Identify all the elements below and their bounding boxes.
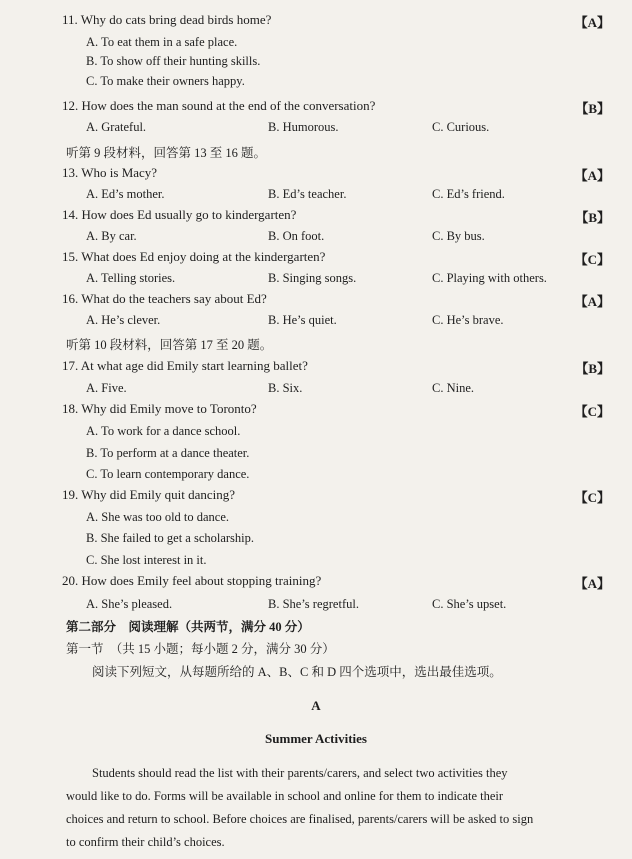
passage-paragraph: [66, 762, 580, 854]
option-13b: B. Ed’s teacher.: [268, 187, 347, 201]
option-11c: C. To make their owners happy.: [86, 74, 245, 88]
option-19a: A. She was too old to dance.: [86, 510, 230, 524]
option-14b: B. On foot.: [268, 229, 325, 243]
question-11: 11. Why do cats bring dead birds home?: [62, 12, 272, 27]
option-13a: A. Ed’s mother.: [86, 187, 165, 201]
option-18a: A. To work for a dance school.: [86, 424, 241, 438]
option-16b: B. He’s quiet.: [268, 313, 337, 327]
option-20a: A. She’s pleased.: [86, 597, 173, 611]
option-18c: C. To learn contemporary dance.: [86, 467, 250, 481]
question-15: 15. What does Ed enjoy doing at the kindergarten?: [62, 249, 326, 264]
passage-line-1: Students should read the list with their parents/carers, and select two activities they: [92, 766, 508, 780]
answer-16: 【A】: [574, 294, 610, 309]
answer-20: 【A】: [574, 576, 610, 591]
segment-9-instruction: 听第 9 段材料，回答第 13 至 16 题。: [66, 146, 267, 160]
section-1-heading: 第一节 （共 15 小题；每小题 2 分，满分 30 分）: [66, 642, 335, 656]
answer-15: 【C】: [574, 252, 610, 267]
question-16: 16. What do the teachers say about Ed?: [62, 291, 267, 306]
option-19c: C. She lost interest in it.: [86, 553, 207, 567]
question-19: 19. Why did Emily quit dancing?: [62, 487, 236, 502]
part-2-heading: 第二部分 阅读理解（共两节，满分 40 分）: [66, 620, 310, 634]
question-18: 18. Why did Emily move to Toronto?: [62, 401, 257, 416]
answer-13: 【A】: [574, 168, 610, 183]
option-12c: C. Curious.: [432, 120, 490, 134]
option-11b: B. To show off their hunting skills.: [86, 54, 261, 68]
option-20c: C. She’s upset.: [432, 597, 507, 611]
answer-14: 【B】: [575, 210, 610, 225]
option-16c: C. He’s brave.: [432, 313, 504, 327]
option-19b: B. She failed to get a scholarship.: [86, 531, 255, 545]
answer-12: 【B】: [575, 101, 610, 116]
passage-title: Summer Activities: [265, 731, 367, 746]
segment-10-instruction: 听第 10 段材料，回答第 17 至 20 题。: [66, 338, 273, 352]
option-12b: B. Humorous.: [268, 120, 339, 134]
question-20: 20. How does Emily feel about stopping training?: [62, 573, 322, 588]
reading-directions: 阅读下列短文，从每题所给的 A、B、C 和 D 四个选项中，选出最佳选项。: [92, 665, 502, 679]
option-15c: C. Playing with others.: [432, 271, 547, 285]
question-17: 17. At what age did Emily start learning ballet?: [62, 358, 308, 373]
option-14a: A. By car.: [86, 229, 137, 243]
passage-line-4: to confirm their child’s choices.: [66, 835, 225, 849]
passage-line-3: choices and return to school. Before choices are finalised, parents/carers will be asked to sign: [66, 812, 534, 826]
answer-11: 【A】: [574, 15, 610, 30]
option-15a: A. Telling stories.: [86, 271, 176, 285]
passage-line-2: would like to do. Forms will be available in school and online for them to indicate their: [66, 789, 504, 803]
question-13: 13. Who is Macy?: [62, 165, 158, 180]
answer-19: 【C】: [574, 490, 610, 505]
passage-letter: A: [311, 698, 321, 713]
option-17a: A. Five.: [86, 381, 127, 395]
option-15b: B. Singing songs.: [268, 271, 357, 285]
option-11a: A. To eat them in a safe place.: [86, 35, 238, 49]
option-14c: C. By bus.: [432, 229, 485, 243]
option-16a: A. He’s clever.: [86, 313, 161, 327]
option-12a: A. Grateful.: [86, 120, 147, 134]
question-14: 14. How does Ed usually go to kindergarten?: [62, 207, 297, 222]
option-17b: B. Six.: [268, 381, 303, 395]
question-12: 12. How does the man sound at the end of the conversation?: [62, 98, 376, 113]
option-13c: C. Ed’s friend.: [432, 187, 505, 201]
option-18b: B. To perform at a dance theater.: [86, 446, 250, 460]
option-20b: B. She’s regretful.: [268, 597, 359, 611]
option-17c: C. Nine.: [432, 381, 475, 395]
answer-17: 【B】: [575, 361, 610, 376]
answer-18: 【C】: [574, 404, 610, 419]
